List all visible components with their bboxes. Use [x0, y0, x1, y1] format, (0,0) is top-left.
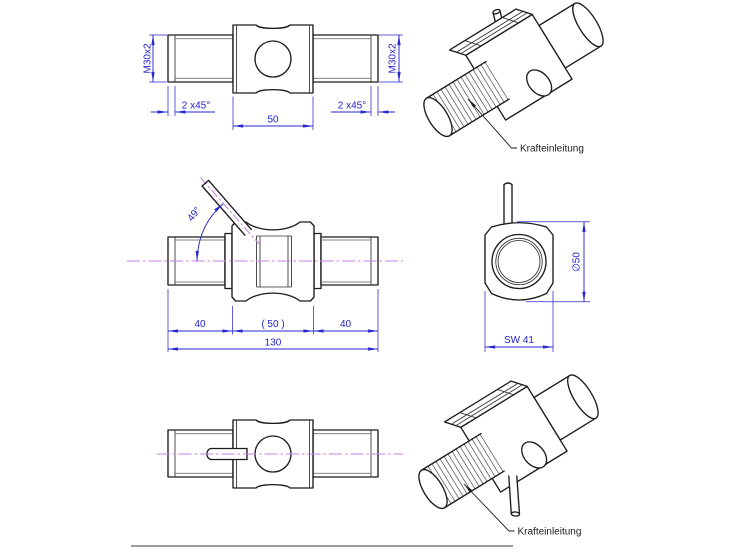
center-hole — [255, 41, 291, 77]
dim-chamfer-right: 2 x45° — [337, 100, 367, 112]
bottom-pin-cap — [511, 512, 519, 517]
dim-left-shaft: 40 — [194, 319, 206, 330]
dim-block-ref: ( 50 ) — [261, 319, 285, 330]
dim-thread-right: M30x2 — [387, 43, 399, 74]
dim-pin-angle: 49° — [185, 205, 204, 224]
side-view-dimensions — [168, 289, 378, 352]
front-view — [143, 25, 404, 130]
dim-chamfer-left: 2 x45° — [181, 100, 211, 112]
dim-outer-diameter: ∅50 — [571, 252, 583, 272]
dim-block-width: 50 — [267, 114, 279, 126]
front-view-with-pin — [157, 420, 403, 488]
threaded-shaft-right — [313, 35, 378, 82]
dim-total-length: 130 — [264, 337, 282, 349]
side-view — [127, 178, 403, 353]
top-pin — [504, 183, 512, 223]
iso-body — [398, 349, 612, 529]
dim-right-shaft: 40 — [339, 319, 352, 330]
iso-view-bottom — [398, 349, 612, 538]
threaded-shaft-left — [168, 35, 233, 82]
end-view — [485, 183, 590, 352]
force-application-label: Krafteinleitung — [517, 526, 582, 538]
force-application-label: Krafteinleitung — [520, 143, 584, 155]
dim-thread-left: M30x2 — [142, 43, 154, 74]
iso-body — [403, 0, 617, 156]
dim-wrench-flats: SW 41 — [503, 335, 535, 346]
iso-view-top — [403, 0, 617, 156]
